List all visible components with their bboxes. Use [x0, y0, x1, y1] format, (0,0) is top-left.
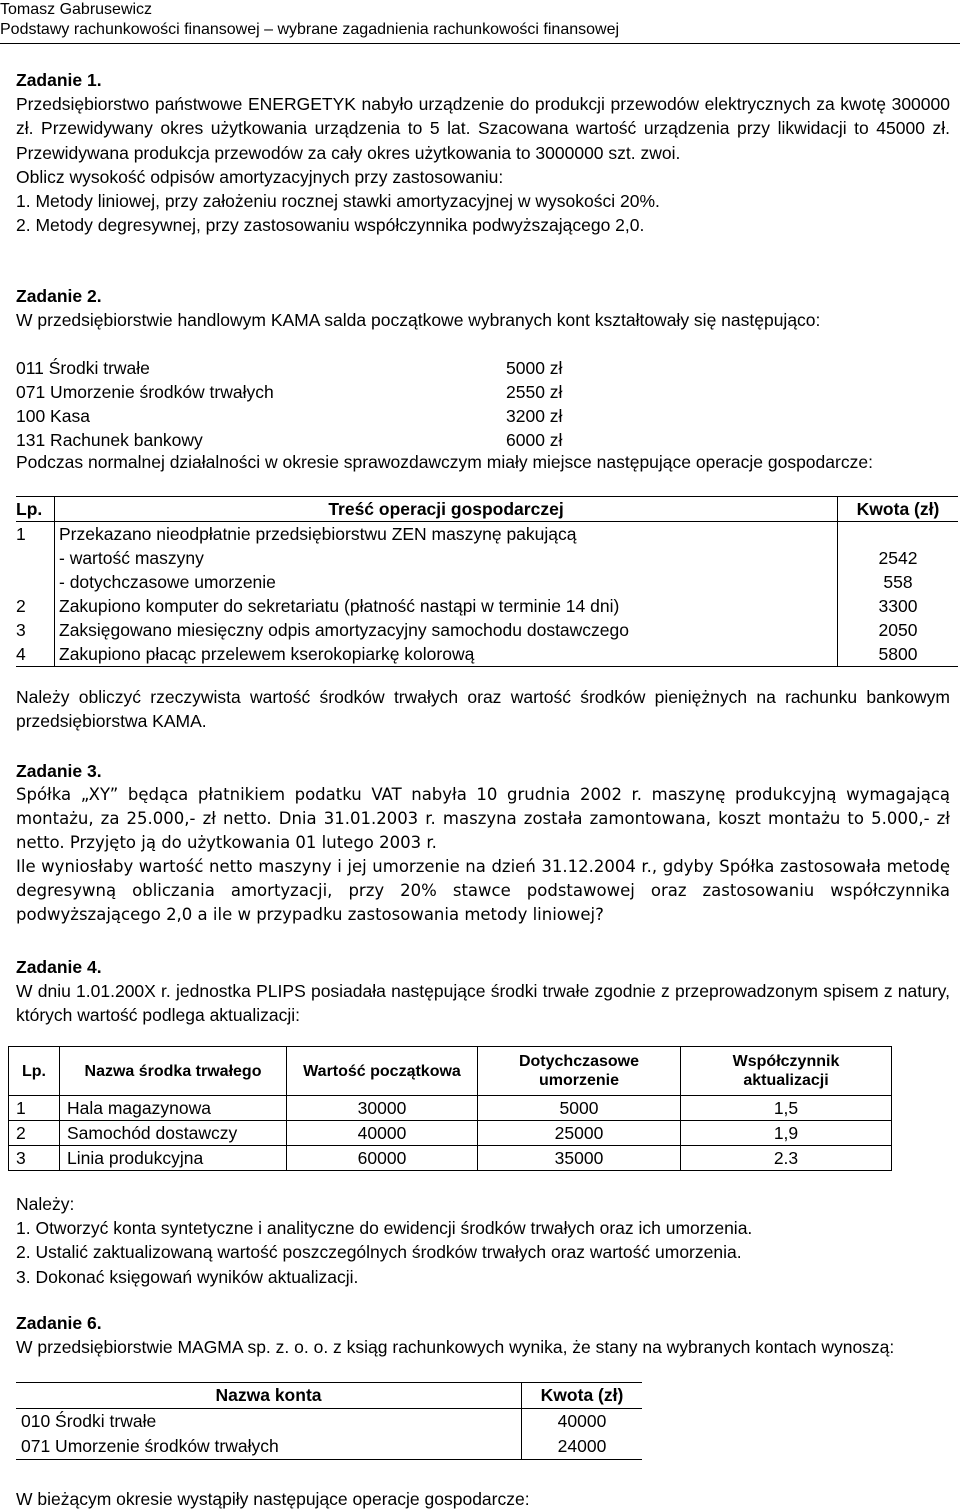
- task-1-body: Przedsiębiorstwo państwowe ENERGETYK nabyło urządzenie do produkcji przewodów elektrycznych za kwotę 300000 zł. Przewidywany okres użytkowania urządzenia to 5 lat. Szacowana wartość urządzenia przy likwidacji to 45000 zł. Przewidywana produkcja przewodów za cały okres użytkowania to 3000000 szt. zwoi.: [16, 94, 950, 163]
- col-depreciation-header-line-1: Dotychczasowe: [518, 1053, 640, 1070]
- task-4-title: Zadanie 4.: [16, 957, 102, 977]
- task-3-body: Spółka „XY” będąca płatnikiem podatku VAT nabyła 10 grudnia 2002 r. maszynę produkcyjną wymagającą montażu, za 25.000,- zł netto. Dnia 31.01.2003 r. maszyna została zamontowana, koszt montażu to 5.000,- zł netto. Przyjęto ją do użytkowania 01 lutego 2003 r.: [16, 785, 950, 852]
- col-coefficient-header: [681, 1047, 892, 1096]
- account-amount: 24000: [522, 1434, 643, 1460]
- task-6-intro: W przedsiębiorstwie MAGMA sp. z. o. o. z ksiąg rachunkowych wynika, że stany na wybranych kontach wynoszą:: [16, 1337, 895, 1358]
- balance-row: [16, 404, 562, 428]
- fixed-assets-table: [8, 1046, 892, 1171]
- col-amount-header: Kwota (zł): [838, 497, 959, 522]
- balance-account: 011 Środki trwałe: [16, 357, 150, 378]
- task-1-item-1: 1. Metody liniowej, przy założeniu rocznej stawki amortyzacyjnej w wysokości 20%.: [16, 191, 660, 212]
- task-3-title: Zadanie 3.: [16, 761, 102, 781]
- operation-description: Zaksięgowano miesięczny odpis amortyzacyjny samochodu dostawczego: [55, 618, 838, 642]
- task-2-question-text: Należy obliczyć rzeczywista wartość środków trwałych oraz wartość środków pieniężnych na rachunku bankowym przedsiębiorstwa KAMA.: [16, 687, 950, 732]
- asset-coefficient: 1,5: [681, 1096, 892, 1121]
- account-row: [16, 1409, 642, 1435]
- document-header: [0, 0, 619, 40]
- asset-initial-value: 30000: [287, 1096, 478, 1121]
- task-4-instructions-title: Należy:: [16, 1194, 75, 1214]
- balance-value: 2550 zł: [506, 381, 563, 402]
- col-name-header: Nazwa środka trwałego: [60, 1047, 287, 1096]
- task-4-instructions: [16, 1192, 950, 1289]
- col-lp-header: Lp.: [16, 497, 55, 522]
- task-2-operations-intro: [16, 450, 950, 474]
- asset-initial-value: 40000: [287, 1121, 478, 1146]
- operation-description: - dotychczasowe umorzenie: [55, 570, 838, 594]
- account-amount: 40000: [557, 1411, 607, 1431]
- author-name: Tomasz Gabrusewicz: [0, 1, 153, 18]
- operation-lp: [16, 570, 55, 594]
- asset-depreciation: 5000: [478, 1096, 681, 1121]
- asset-depreciation: 25000: [478, 1121, 681, 1146]
- task-4: [16, 955, 950, 1028]
- balance-account: 131 Rachunek bankowy: [16, 429, 203, 450]
- col-initial-value-header: Wartość początkowa: [287, 1047, 478, 1096]
- operation-description: Zakupiono komputer do sekretariatu (płatność nastąpi w terminie 14 dni): [55, 594, 838, 618]
- col-lp-header: Lp.: [9, 1047, 60, 1096]
- task-2-title: Zadanie 2.: [16, 286, 102, 306]
- balance-account: 071 Umorzenie środków trwałych: [16, 381, 274, 402]
- task-4-instruction-2: 2. Ustalić zaktualizowaną wartość poszczególnych środków trwałych oraz wartość umorzenia.: [16, 1242, 742, 1263]
- asset-lp: 1: [9, 1096, 60, 1121]
- balance-value: 3200 zł: [506, 405, 563, 426]
- task-4-instruction-1: 1. Otworzyć konta syntetyczne i analityczne do ewidencji środków trwałych oraz ich umorzenia.: [16, 1218, 753, 1239]
- task-4-intro: W dniu 1.01.200X r. jednostka PLIPS posiadała następujące środki trwałe zgodnie z przeprowadzonym spisem z natury, których wartość podlega aktualizacji:: [16, 981, 950, 1026]
- operation-amount: [838, 522, 959, 547]
- operation-lp: 4: [16, 642, 55, 667]
- task-4-instruction-3: 3. Dokonać księgowań wyników aktualizacji.: [16, 1266, 359, 1287]
- operation-row: [16, 642, 958, 667]
- task-6-title: Zadanie 6.: [16, 1313, 102, 1333]
- operation-lp: 3: [16, 619, 26, 640]
- task-1-item-2: 2. Metody degresywnej, przy zastosowaniu współczynnika podwyższającego 2,0.: [16, 215, 645, 236]
- operation-row: [16, 618, 958, 642]
- col-depreciation-header-line-2: umorzenie: [538, 1072, 619, 1089]
- task-6-footer: [16, 1487, 950, 1511]
- operation-lp: 1: [16, 523, 26, 544]
- fixed-assets-header-row: [9, 1047, 892, 1096]
- account-name: 010 Środki trwałe: [16, 1409, 522, 1435]
- task-2-question: [16, 685, 950, 733]
- account-name: 071 Umorzenie środków trwałych: [16, 1434, 522, 1460]
- asset-lp: 3: [9, 1146, 60, 1171]
- operation-description: - wartość maszyny: [55, 546, 838, 570]
- operation-row: [16, 546, 958, 570]
- operation-amount: 558: [838, 570, 959, 594]
- balance-value: 6000 zł: [506, 429, 563, 450]
- asset-initial-value: 60000: [287, 1146, 478, 1171]
- operation-row: [16, 570, 958, 594]
- fixed-asset-row: [9, 1146, 892, 1171]
- col-description-header: Treść operacji gospodarczej: [55, 497, 838, 522]
- col-depreciation-header: [478, 1047, 681, 1096]
- task-1: [16, 68, 950, 237]
- operation-amount: 2050: [838, 618, 959, 642]
- balance-value: 5000 zł: [506, 357, 563, 378]
- col-account-amount-header: Kwota (zł): [522, 1383, 643, 1409]
- fixed-asset-row: [9, 1096, 892, 1121]
- operations-header-row: [16, 497, 958, 522]
- asset-coefficient: 2.3: [681, 1146, 892, 1171]
- balance-row: [16, 428, 562, 452]
- asset-lp: 2: [9, 1121, 60, 1146]
- operation-description: Przekazano nieodpłatnie przedsiębiorstwu ZEN maszynę pakującą: [55, 522, 838, 547]
- operation-amount: 2542: [838, 546, 959, 570]
- task-3-question: Ile wyniosłaby wartość netto maszyny i jej umorzenie na dzień 31.12.2004 r., gdyby Spółka zastosowała metodę degresywną obliczania amortyzacji, przy 20% stawce podstawowej oraz zastosowaniu współczynnika podwyższającego 2,0 a ile w przypadku zastosowania metody liniowej?: [16, 857, 950, 924]
- operation-amount: 3300: [838, 594, 959, 618]
- operation-amount: 5800: [838, 642, 959, 667]
- operation-lp: 2: [16, 595, 26, 616]
- accounts-table: [16, 1382, 642, 1460]
- asset-name: Hala magazynowa: [60, 1096, 287, 1121]
- operation-description: Zakupiono płacąc przelewem kserokopiarkę kolorową: [55, 642, 838, 667]
- asset-name: Samochód dostawczy: [60, 1121, 287, 1146]
- balance-account: 100 Kasa: [16, 405, 90, 426]
- account-row: [16, 1434, 642, 1460]
- operations-table: [16, 496, 958, 667]
- operation-row: [16, 522, 958, 547]
- document-subtitle: Podstawy rachunkowości finansowej – wybrane zagadnienia rachunkowości finansowej: [0, 21, 620, 38]
- opening-balances-table: [16, 356, 562, 452]
- task-6-footer-text: W bieżącym okresie wystąpiły następujące operacje gospodarcze:: [16, 1489, 530, 1509]
- col-coefficient-header-line-2: aktualizacji: [743, 1072, 829, 1089]
- operation-lp: [16, 546, 55, 570]
- task-2: [16, 284, 950, 332]
- asset-name: Linia produkcyjna: [60, 1146, 287, 1171]
- asset-depreciation: 35000: [478, 1146, 681, 1171]
- task-1-question: Oblicz wysokość odpisów amortyzacyjnych przy zastosowaniu:: [16, 166, 504, 187]
- fixed-asset-row: [9, 1121, 892, 1146]
- col-coefficient-header-line-1: Współczynnik: [732, 1053, 840, 1070]
- balance-row: [16, 380, 562, 404]
- balance-row: [16, 356, 562, 380]
- col-account-name-header: Nazwa konta: [16, 1383, 522, 1409]
- header-divider: [0, 43, 960, 44]
- asset-coefficient: 1,9: [681, 1121, 892, 1146]
- task-2-intro: W przedsiębiorstwie handlowym KAMA salda początkowe wybranych kont kształtowały się następująco:: [16, 310, 821, 331]
- task-3: [16, 759, 950, 927]
- task-1-title: Zadanie 1.: [16, 70, 102, 90]
- operations-intro-text: Podczas normalnej działalności w okresie sprawozdawczym miały miejsce następujące operacje gospodarcze:: [16, 452, 873, 472]
- operation-row: [16, 594, 958, 618]
- accounts-header-row: [16, 1383, 642, 1409]
- task-6: [16, 1311, 950, 1359]
